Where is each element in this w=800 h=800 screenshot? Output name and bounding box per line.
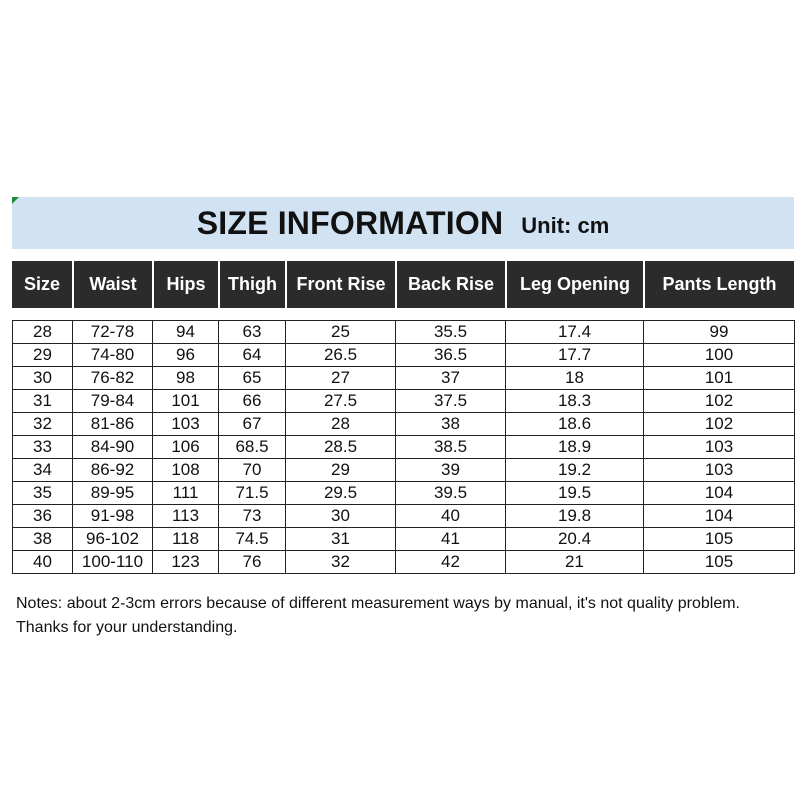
table-row — [13, 344, 795, 367]
table-cell: 42 — [396, 551, 506, 574]
table-cell: 26.5 — [286, 344, 396, 367]
table-cell: 33 — [13, 436, 73, 459]
table-cell: 108 — [153, 459, 219, 482]
table-cell: 37.5 — [396, 390, 506, 413]
table-row — [13, 459, 795, 482]
table-cell: 32 — [13, 413, 73, 436]
table-cell: 18.3 — [506, 390, 644, 413]
column-header: Hips — [152, 261, 218, 308]
table-cell: 25 — [286, 321, 396, 344]
table-cell: 111 — [153, 482, 219, 505]
table-cell: 38 — [396, 413, 506, 436]
table-cell: 100 — [644, 344, 795, 367]
table-cell: 103 — [644, 436, 795, 459]
table-cell: 31 — [13, 390, 73, 413]
table-cell: 76 — [219, 551, 286, 574]
table-cell: 76-82 — [73, 367, 153, 390]
table-cell: 39 — [396, 459, 506, 482]
table-row — [13, 482, 795, 505]
table-cell: 89-95 — [73, 482, 153, 505]
table-cell: 65 — [219, 367, 286, 390]
column-header: Size — [12, 261, 72, 308]
table-cell: 102 — [644, 413, 795, 436]
banner-unit: Unit: cm — [521, 213, 610, 238]
table-row — [13, 390, 795, 413]
size-table-body — [13, 321, 795, 574]
table-cell: 30 — [286, 505, 396, 528]
table-cell: 74-80 — [73, 344, 153, 367]
table-cell: 20.4 — [506, 528, 644, 551]
notes-text: Notes: about 2-3cm errors because of different measurement ways by manual, it's not quality problem. Thanks for your understanding. — [16, 595, 740, 636]
table-cell: 81-86 — [73, 413, 153, 436]
table-cell: 103 — [644, 459, 795, 482]
table-cell: 73 — [219, 505, 286, 528]
table-cell: 30 — [13, 367, 73, 390]
table-row — [13, 321, 795, 344]
table-cell: 71.5 — [219, 482, 286, 505]
table-cell: 96 — [153, 344, 219, 367]
table-cell: 35 — [13, 482, 73, 505]
table-cell: 40 — [396, 505, 506, 528]
table-cell: 118 — [153, 528, 219, 551]
table-cell: 41 — [396, 528, 506, 551]
table-row — [13, 528, 795, 551]
column-header: Thigh — [218, 261, 285, 308]
table-cell: 28 — [286, 413, 396, 436]
table-cell: 67 — [219, 413, 286, 436]
banner-corner-accent — [12, 197, 19, 204]
table-cell: 102 — [644, 390, 795, 413]
table-cell: 18.9 — [506, 436, 644, 459]
table-cell: 72-78 — [73, 321, 153, 344]
table-cell: 18.6 — [506, 413, 644, 436]
table-row — [13, 551, 795, 574]
table-cell: 68.5 — [219, 436, 286, 459]
table-cell: 104 — [644, 505, 795, 528]
table-cell: 17.7 — [506, 344, 644, 367]
table-cell: 38.5 — [396, 436, 506, 459]
table-cell: 28.5 — [286, 436, 396, 459]
column-header: Leg Opening — [505, 261, 643, 308]
table-cell: 123 — [153, 551, 219, 574]
column-header: Back Rise — [395, 261, 505, 308]
column-header: Front Rise — [285, 261, 395, 308]
table-cell: 101 — [644, 367, 795, 390]
table-cell: 106 — [153, 436, 219, 459]
table-row — [13, 367, 795, 390]
table-cell: 79-84 — [73, 390, 153, 413]
table-row — [13, 505, 795, 528]
table-cell: 105 — [644, 551, 795, 574]
column-header: Waist — [72, 261, 152, 308]
table-cell: 17.4 — [506, 321, 644, 344]
table-cell: 104 — [644, 482, 795, 505]
title-banner — [12, 197, 794, 249]
table-cell: 113 — [153, 505, 219, 528]
table-cell: 36.5 — [396, 344, 506, 367]
table-row — [13, 436, 795, 459]
table-cell: 27 — [286, 367, 396, 390]
table-cell: 70 — [219, 459, 286, 482]
table-cell: 63 — [219, 321, 286, 344]
table-cell: 19.2 — [506, 459, 644, 482]
table-cell: 18 — [506, 367, 644, 390]
table-cell: 34 — [13, 459, 73, 482]
table-cell: 103 — [153, 413, 219, 436]
table-cell: 100-110 — [73, 551, 153, 574]
table-cell: 37 — [396, 367, 506, 390]
size-table — [12, 320, 795, 574]
table-cell: 38 — [13, 528, 73, 551]
table-row — [13, 413, 795, 436]
table-cell: 74.5 — [219, 528, 286, 551]
table-cell: 64 — [219, 344, 286, 367]
table-cell: 94 — [153, 321, 219, 344]
table-cell: 105 — [644, 528, 795, 551]
table-cell: 99 — [644, 321, 795, 344]
table-cell: 101 — [153, 390, 219, 413]
table-cell: 39.5 — [396, 482, 506, 505]
table-cell: 29 — [286, 459, 396, 482]
column-header: Pants Length — [643, 261, 794, 308]
table-cell: 66 — [219, 390, 286, 413]
table-cell: 40 — [13, 551, 73, 574]
banner-title: SIZE INFORMATION — [196, 204, 504, 241]
table-cell: 91-98 — [73, 505, 153, 528]
table-cell: 19.5 — [506, 482, 644, 505]
table-cell: 86-92 — [73, 459, 153, 482]
table-cell: 27.5 — [286, 390, 396, 413]
table-cell: 21 — [506, 551, 644, 574]
table-cell: 32 — [286, 551, 396, 574]
table-cell: 31 — [286, 528, 396, 551]
table-cell: 29 — [13, 344, 73, 367]
table-cell: 29.5 — [286, 482, 396, 505]
size-table-header — [12, 261, 794, 308]
table-cell: 98 — [153, 367, 219, 390]
table-cell: 28 — [13, 321, 73, 344]
table-cell: 36 — [13, 505, 73, 528]
table-cell: 96-102 — [73, 528, 153, 551]
table-cell: 84-90 — [73, 436, 153, 459]
table-cell: 19.8 — [506, 505, 644, 528]
header-row — [12, 261, 794, 308]
table-cell: 35.5 — [396, 321, 506, 344]
